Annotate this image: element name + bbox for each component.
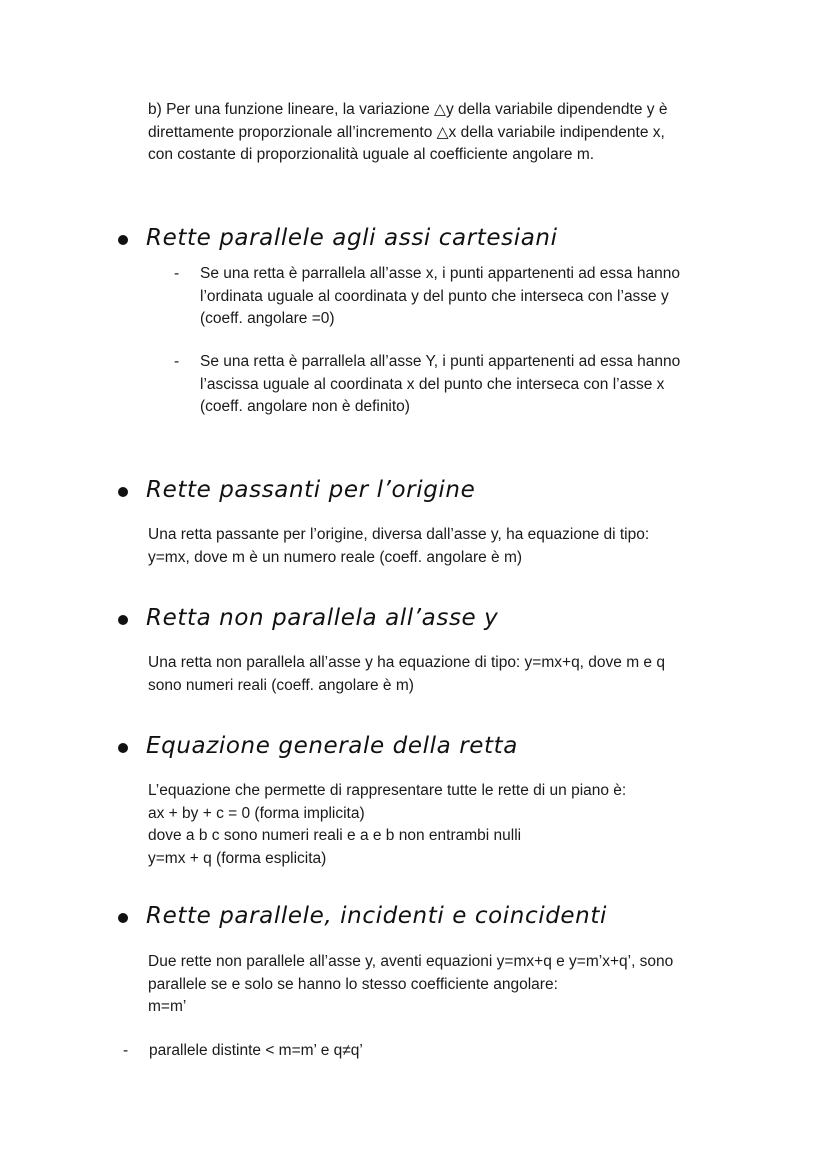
section-heading-text: Rette passanti per l’origine: [146, 477, 476, 503]
paragraph-line: m=m’: [148, 998, 187, 1015]
list-item-line: (coeff. angolare non è definito): [200, 398, 410, 415]
section-heading-rette-passanti-origine: [118, 470, 475, 510]
section-heading-text: Equazione generale della retta: [146, 733, 518, 759]
intro-line: direttamente proporzionale all’incremento △x della variabile indipendente x,: [148, 123, 665, 141]
section-paragraph: [148, 524, 649, 569]
section-paragraph: [148, 780, 626, 870]
paragraph-line: Una retta non parallela all’asse y ha equazione di tipo: y=mx+q, dove m e q: [148, 654, 665, 671]
bullet-icon: [118, 913, 128, 923]
section-heading-rette-parallele-incidenti: [118, 896, 607, 936]
bullet-icon: [118, 615, 128, 625]
list-item-line: (coeff. angolare =0): [200, 310, 335, 327]
list-item-line: parallele distinte < m=m’ e q≠q’: [149, 1042, 363, 1059]
section-heading-text: Rette parallele agli assi cartesiani: [146, 225, 558, 251]
section-heading-retta-non-parallela: [118, 598, 498, 638]
paragraph-line: Due rette non parallele all’asse y, aventi equazioni y=mx+q e y=m’x+q’, sono: [148, 953, 674, 970]
paragraph-line: parallele se e solo se hanno lo stesso coefficiente angolare:: [148, 975, 558, 993]
bullet-icon: [118, 487, 128, 497]
list-item-line: Se una retta è parrallela all’asse x, i punti appartenenti ad essa hanno: [200, 265, 680, 282]
intro-line: con costante di proporzionalità uguale al coefficiente angolare m.: [148, 146, 595, 163]
paragraph-line: y=mx + q (forma esplicita): [148, 849, 327, 867]
list-item-line: Se una retta è parrallela all’asse Y, i punti appartenenti ad essa hanno: [200, 353, 681, 370]
paragraph-line: L’equazione che permette di rappresentare tutte le rette di un piano è:: [148, 782, 627, 799]
intro-line: b) Per una funzione lineare, la variazione △y della variabile dipendendte y è: [148, 101, 668, 118]
bullet-icon: [118, 235, 128, 245]
list-item-line: l’ascissa uguale al coordinata x del punto che interseca con l’asse x: [200, 375, 665, 393]
dash-marker: -: [123, 1042, 129, 1059]
dash-marker: -: [174, 265, 180, 282]
section-paragraph: [148, 951, 673, 1019]
intro-paragraph: [148, 99, 667, 167]
paragraph-line: y=mx, dove m è un numero reale (coeff. angolare è m): [148, 548, 523, 566]
paragraph-line: ax + by + c = 0 (forma implicita): [148, 804, 365, 822]
paragraph-line: sono numeri reali (coeff. angolare è m): [148, 676, 414, 694]
paragraph-line: dove a b c sono numeri reali e a e b non entrambi nulli: [148, 827, 522, 844]
paragraph-line: Una retta passante per l’origine, diversa dall’asse y, ha equazione di tipo:: [148, 526, 650, 543]
dash-marker: -: [174, 353, 180, 370]
bullet-icon: [118, 743, 128, 753]
section-heading-text: Rette parallele, incidenti e coincidenti: [146, 903, 607, 929]
section-heading-rette-parallele-assi: [118, 218, 558, 258]
list-item-line: l’ordinata uguale al coordinata y del punto che interseca con l’asse y: [200, 287, 669, 305]
section-heading-text: Retta non parallela all’asse y: [146, 605, 499, 631]
section-paragraph: [148, 652, 665, 697]
section-heading-equazione-generale: [118, 726, 518, 766]
